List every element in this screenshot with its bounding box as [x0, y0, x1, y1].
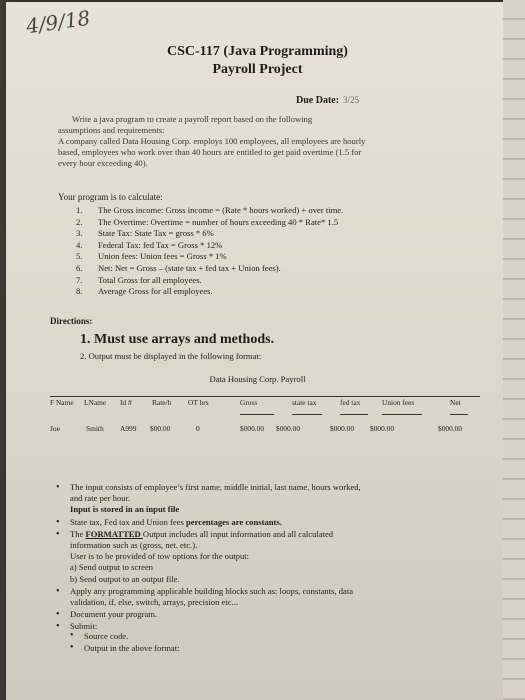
cell-net: $000.00 — [438, 424, 463, 433]
intro-line: every hour exceeding 40). — [58, 158, 148, 168]
intro-line: Write a java program to create a payroll report based on the following — [72, 114, 313, 124]
calc-item — [76, 263, 456, 275]
project-title: Payroll Project — [212, 62, 303, 77]
dash-fed — [340, 414, 368, 415]
calc-num: 8. — [76, 286, 83, 297]
calc-num: 2. — [76, 216, 83, 227]
due-value: 3/25 — [343, 95, 360, 105]
calc-num: 7. — [76, 274, 83, 285]
bullet-text-bold: Input is stored in an input file — [70, 504, 180, 515]
submit-item-output: • Output in the above format: — [66, 642, 179, 654]
due-date — [296, 95, 359, 106]
paper-page — [6, 2, 509, 700]
calc-text: Total Gross for all employees. — [98, 274, 202, 285]
handwritten-date: 4/9/18 — [24, 5, 92, 39]
directions-item-arrays: 1. Must use arrays and methods. — [80, 332, 275, 347]
bullet-text: • Apply any programming applicable building blocks such as: loops, constants, data — [70, 585, 354, 596]
directions-item-format: 2. Output must be displayed in the following format: — [80, 351, 262, 361]
cell-ot: 0 — [196, 424, 200, 433]
submit-list — [66, 630, 179, 654]
bullet-document: • Document your program. — [52, 609, 472, 620]
bullet-constants — [52, 517, 472, 528]
bullet-input — [52, 482, 472, 516]
intro-paragraph — [58, 114, 478, 169]
calculate-heading: Your program is to calculate: — [58, 192, 163, 202]
col-rate: Rate/h — [152, 398, 172, 407]
cell-lname: Smith — [86, 424, 104, 433]
payroll-title: Data Housing Corp. Payroll — [209, 374, 306, 384]
cell-fname: Joe — [50, 424, 60, 433]
calc-text: The Overtime: Overtime = number of hours exceeding 40 * Rate* 1.5 — [98, 216, 339, 227]
calc-text: The Gross income: Gross income = (Rate * hours worked) + over time. — [98, 205, 344, 215]
calculate-list — [76, 205, 456, 298]
bullet-text: and rate per hour. — [70, 493, 131, 504]
calc-num: 6. — [76, 262, 83, 273]
course-title: CSC-117 (Java Programming) — [167, 44, 348, 59]
table-header-row — [50, 398, 480, 410]
cell-id: A999 — [120, 424, 137, 433]
bullet-text: User is to be provided of tow options for the output: — [70, 551, 250, 562]
col-ot: OT hrs — [188, 398, 209, 407]
col-state: state tax — [292, 398, 317, 407]
calc-item — [76, 240, 456, 252]
bullet-submit: • Submit: — [52, 621, 472, 632]
calc-item — [76, 251, 456, 263]
bullet-text: information such as (gross, net. etc.). — [70, 540, 198, 551]
dash-net — [450, 414, 468, 415]
col-fed: fed tax — [340, 398, 361, 407]
calc-text: Union fees: Union fees = Gross * 1% — [98, 251, 227, 262]
bullet-text: validation, if, else, switch, arrays, precision etc... — [70, 597, 239, 608]
cell-gross: $000.00 — [240, 424, 265, 433]
bullet-text: The — [70, 528, 86, 539]
table-top-rule — [50, 396, 480, 397]
directions-label: Directions: — [50, 316, 93, 326]
cell-fed: $000.00 — [330, 424, 355, 433]
calc-num: 3. — [76, 228, 83, 239]
calc-num: 4. — [76, 239, 83, 250]
cell-state: $000.00 — [276, 424, 301, 433]
payroll-table — [50, 398, 480, 436]
dash-gross — [240, 414, 274, 415]
col-fname: F Name — [50, 398, 74, 407]
output-option-a: a) Send output to screen — [70, 562, 154, 573]
calc-item — [76, 275, 456, 287]
paper-stack-edge — [503, 0, 525, 700]
table-dash-row — [50, 410, 480, 420]
dash-union — [382, 414, 422, 415]
calc-item — [76, 217, 456, 229]
col-gross: Gross — [240, 398, 258, 407]
submit-item-source: • Source code. — [66, 630, 179, 642]
requirements-list — [52, 482, 472, 634]
dash-state — [292, 414, 322, 415]
calc-text: Average Gross for all employees. — [98, 286, 213, 297]
table-row — [50, 424, 480, 436]
col-lname: LName — [84, 398, 107, 407]
output-option-b: b) Send output to an output file. — [70, 573, 180, 584]
calc-text: Net: Net = Gross – (state tax + fed tax + Union fees). — [98, 262, 281, 273]
cell-union: $000.00 — [370, 424, 395, 433]
cell-rate: $00.00 — [150, 424, 171, 433]
intro-line: assumptions and requirements: — [58, 125, 165, 135]
bullet-text: State tax, Fed tax and Union fees — [70, 516, 186, 527]
col-net: Net — [450, 398, 461, 407]
bullet-text-bold: percentages are constants. — [186, 516, 282, 527]
calc-num: 1. — [76, 205, 83, 215]
calc-text: Federal Tax: fed Tax = Gross * 12% — [98, 239, 223, 250]
bullet-text: Output includes all input information and all calculated — [142, 528, 334, 539]
col-id: Id # — [120, 398, 132, 407]
bullet-formatted — [52, 529, 472, 585]
due-label: Due Date: — [296, 95, 340, 106]
calc-item — [76, 228, 456, 240]
calc-item — [76, 286, 456, 298]
col-union: Union fees — [382, 398, 415, 407]
calc-item — [76, 205, 456, 217]
bullet-building-blocks — [52, 586, 472, 608]
bullet-text: • The input consists of employee’s first name, middle initial, last name, hours worked, — [70, 482, 361, 492]
intro-line: based, employees who work over than 40 hours are entitled to get paid overtime (1.5 for — [58, 147, 362, 157]
calc-text: State Tax: State Tax = gross * 6% — [98, 228, 214, 239]
bullet-text-underlined: FORMATTED — [85, 528, 143, 539]
intro-line: A company called Data Housing Corp. employs 100 employees, all employees are hourly — [58, 136, 366, 146]
calc-num: 5. — [76, 251, 83, 262]
